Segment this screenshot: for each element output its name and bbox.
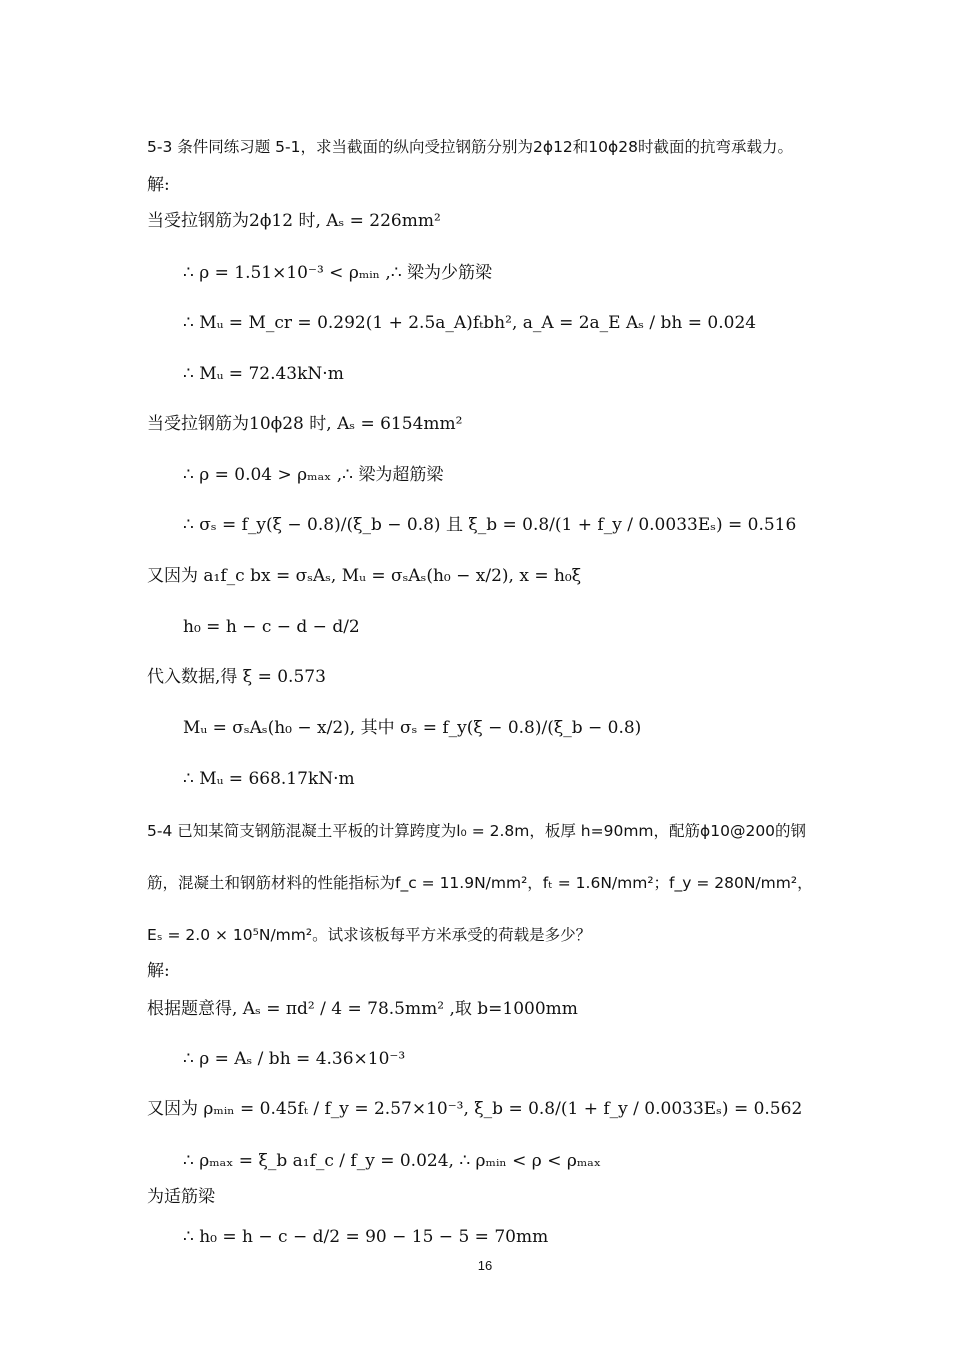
equation-line: 又因为 a₁f_c bx = σₛAₛ, Mᵤ = σₛAₛ(h₀ − x/2), x = h₀ξ (147, 566, 582, 586)
solution-label: 解: (147, 175, 170, 195)
equation-line: ∴ σₛ = f_y(ξ − 0.8)/(ξ_b − 0.8) 且 ξ_b = 0.8/(1 + f_y / 0.0033Eₛ) = 0.516 (183, 515, 797, 535)
equation-line: 代入数据,得 ξ = 0.573 (147, 667, 326, 687)
equation-line: ∴ Mᵤ = 668.17kN·m (183, 769, 355, 789)
equation-line: 当受拉钢筋为2ϕ12 时, Aₛ = 226mm² (147, 211, 441, 231)
question-5-4-text: Eₛ = 2.0 × 10⁵N/mm²。试求该板每平方米承受的荷载是多少？ (147, 926, 592, 944)
equation-line: h₀ = h − c − d − d/2 (183, 617, 360, 637)
equation-line: ∴ Mᵤ = M_cr = 0.292(1 + 2.5a_A)fₜbh², a_A = 2a_E Aₛ / bh = 0.024 (183, 313, 757, 333)
equation-line: ∴ ρ = Aₛ / bh = 4.36×10⁻³ (183, 1049, 406, 1069)
equation-line: Mᵤ = σₛAₛ(h₀ − x/2), 其中 σₛ = f_y(ξ − 0.8)/(ξ_b − 0.8) (183, 718, 642, 738)
equation-line: 又因为 ρₘᵢₙ = 0.45fₜ / f_y = 2.57×10⁻³, ξ_b = 0.8/(1 + f_y / 0.0033Eₛ) = 0.562 (147, 1099, 803, 1119)
question-5-4-text: 5-4 已知某简支钢筋混凝土平板的计算跨度为l₀ = 2.8m，板厚 h=90mm，配筋ϕ10@200的钢 (147, 822, 807, 840)
equation-line: ∴ Mᵤ = 72.43kN·m (183, 364, 344, 384)
equation-line: 为适筋梁 (147, 1187, 215, 1207)
page-number: 16 (477, 1258, 493, 1273)
question-5-4-text: 筋，混凝土和钢筋材料的性能指标为f_c = 11.9N/mm²，fₜ = 1.6N/mm²；f_y = 280N/mm²， (147, 874, 813, 892)
equation-line: ∴ ρₘₐₓ = ξ_b a₁f_c / f_y = 0.024, ∴ ρₘᵢₙ < ρ < ρₘₐₓ (183, 1151, 602, 1171)
question-5-3-text: 5-3 条件同练习题 5-1，求当截面的纵向受拉钢筋分别为2ϕ12和10ϕ28时截面的抗弯承载力。 (147, 138, 793, 156)
equation-line: 根据题意得, Aₛ = πd² / 4 = 78.5mm² ,取 b=1000mm (147, 999, 578, 1019)
equation-line: ∴ ρ = 0.04 > ρₘₐₓ ,∴ 梁为超筋梁 (183, 465, 444, 485)
solution-label: 解: (147, 961, 170, 981)
equation-line: ∴ h₀ = h − c − d/2 = 90 − 15 − 5 = 70mm (183, 1227, 549, 1247)
equation-line: 当受拉钢筋为10ϕ28 时, Aₛ = 6154mm² (147, 414, 463, 434)
equation-line: ∴ ρ = 1.51×10⁻³ < ρₘᵢₙ ,∴ 梁为少筋梁 (183, 263, 493, 283)
